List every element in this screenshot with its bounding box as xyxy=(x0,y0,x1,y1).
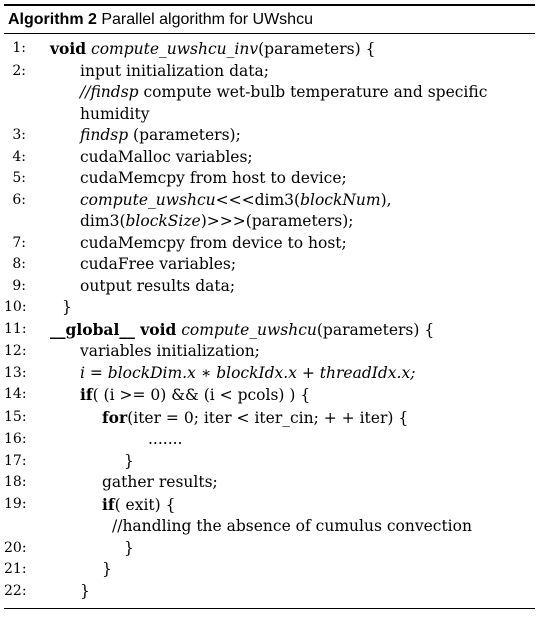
line-number xyxy=(4,516,26,538)
code-line: 19: if( exit) { xyxy=(4,494,535,517)
algorithm-label: Algorithm 2 xyxy=(8,11,97,28)
line-number: 19: xyxy=(4,495,27,512)
code-line: 11: __global__ void compute_uwshcu(parameters) { xyxy=(4,319,535,342)
function-name: compute_uwshcu_inv xyxy=(91,40,259,58)
code-line: 18: gather results; xyxy=(4,472,535,494)
code-line: 1: void compute_uwshcu_inv(parameters) { xyxy=(4,38,535,61)
code-line: 4: cudaMalloc variables; xyxy=(4,147,535,169)
line-number: 20: xyxy=(4,539,27,556)
expression: ( (i >= 0) && (i < pcols) ) { xyxy=(92,386,311,404)
line-number: 10: xyxy=(4,299,27,315)
code-comment: //handling the absence of cumulus convection xyxy=(4,516,535,538)
bottom-rule xyxy=(4,608,535,609)
line-number: 5: xyxy=(12,170,26,186)
line-number: 8: xyxy=(12,256,26,272)
keyword: void xyxy=(50,39,87,58)
code-line: 16: ....... xyxy=(4,429,535,451)
code-line: dim3(blockSize)>>>(parameters); xyxy=(4,211,535,233)
line-number xyxy=(4,82,26,104)
code-line xyxy=(4,407,535,430)
line-number: 15: xyxy=(4,408,27,425)
algorithm-title: Parallel algorithm for UWshcu xyxy=(101,11,313,28)
function-name: compute_uwshcu xyxy=(181,320,317,339)
function-name: findsp xyxy=(90,83,139,101)
code-line: 21: } xyxy=(4,559,535,581)
code-line: 5: cudaMemcpy from host to device; xyxy=(4,168,535,190)
line-number: 6: xyxy=(12,191,26,208)
function-name: compute_uwshcu xyxy=(80,190,216,209)
keyword: for xyxy=(102,407,128,427)
code-line: 3: findsp (parameters); xyxy=(4,125,535,147)
line-number: 16: xyxy=(4,431,27,447)
line-number: 21: xyxy=(4,561,27,577)
expression: i = blockDim.x ∗ blockIdx.x + threadIdx.x; xyxy=(80,363,416,382)
code-line: 22: } xyxy=(4,581,535,603)
function-name: findsp xyxy=(80,126,129,144)
code-line: 7: cudaMemcpy from device to host; xyxy=(4,233,535,255)
line-number xyxy=(4,104,26,126)
line-number: 22: xyxy=(4,582,27,599)
code-line: 17: } xyxy=(4,451,535,473)
line-number: 14: xyxy=(4,386,27,402)
line-number xyxy=(4,211,26,233)
code-line xyxy=(4,363,535,385)
line-number: 4: xyxy=(12,148,26,165)
line-number: 1: xyxy=(12,40,26,56)
keyword: if xyxy=(80,385,93,404)
code-comment: //findsp compute wet-bulb temperature and specific xyxy=(4,82,535,104)
keyword: if xyxy=(102,494,115,514)
code-line: 8: cudaFree variables; xyxy=(4,254,535,276)
line-number: 9: xyxy=(12,277,26,294)
expression: (iter = 0; iter < iter_cin; + + iter) { xyxy=(127,408,409,427)
code-line: 9: output results data; xyxy=(4,276,535,298)
line-number: 13: xyxy=(4,364,27,381)
code-line: 12: variables initialization; xyxy=(4,341,535,363)
code-comment: humidity xyxy=(4,104,535,126)
code-line: 2: input initialization data; xyxy=(4,61,535,83)
line-number: 7: xyxy=(12,234,26,251)
line-number: 18: xyxy=(4,474,27,490)
code-line: 10: } xyxy=(4,297,535,319)
code-line xyxy=(4,384,535,407)
line-number: 12: xyxy=(4,343,27,359)
code-line: 20: } xyxy=(4,538,535,560)
code-line: 6: compute_uwshcu<<<dim3(blockNum), xyxy=(4,190,535,212)
line-number: 3: xyxy=(12,127,26,143)
algorithm-body xyxy=(4,34,535,608)
algorithm-caption xyxy=(4,6,535,33)
line-number: 2: xyxy=(12,62,26,79)
line-number: 11: xyxy=(4,320,27,337)
line-number: 17: xyxy=(4,452,27,469)
algorithm-block xyxy=(4,4,535,609)
keyword: __global__ void xyxy=(50,319,177,339)
